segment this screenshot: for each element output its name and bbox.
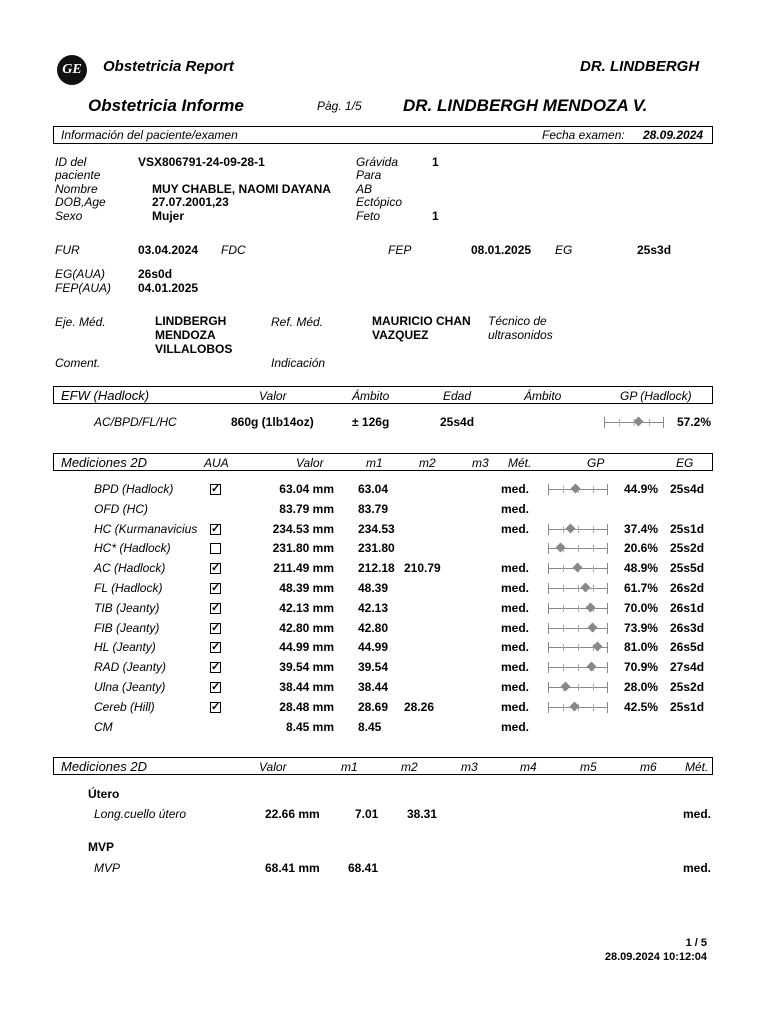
- meas-value: 8.45 mm: [285, 720, 334, 734]
- doctor-short: DR. LINDBERGH: [580, 58, 700, 75]
- meas-m1: 83.79: [358, 502, 389, 516]
- meas-name: RAD (Jeanty): [94, 660, 167, 674]
- meas-eg: 25s1d: [670, 700, 705, 714]
- page-number: Pàg. 1/5: [317, 99, 362, 113]
- cervix-length-met: med.: [683, 807, 712, 821]
- meas-eg: 25s1d: [670, 522, 705, 536]
- gp-range-bar: [548, 700, 608, 714]
- meas-method: med.: [501, 561, 530, 575]
- gp-marker: [586, 662, 596, 672]
- mediciones2-col-m1: m1: [341, 760, 358, 774]
- meas-method: med.: [501, 581, 530, 595]
- fep-aua-value: 04.01.2025: [138, 281, 199, 295]
- aua-checkbox[interactable]: ✓: [211, 701, 221, 713]
- meas-value: 44.99 mm: [279, 640, 334, 654]
- efw-col-ambito: Ámbito: [352, 389, 390, 403]
- meas-m1: 28.69: [358, 700, 389, 714]
- meas-method: med.: [501, 621, 530, 635]
- mvp-value: 68.41 mm: [265, 861, 320, 875]
- id-label-2: paciente: [55, 168, 101, 182]
- meas-eg: 27s4d: [670, 660, 705, 674]
- meas-value: 234.53 mm: [272, 522, 334, 536]
- meas-value: 63.04 mm: [279, 482, 334, 496]
- meas-m1: 63.04: [358, 482, 389, 496]
- meas-gp: 70.9%: [624, 660, 659, 674]
- fur-label: FUR: [55, 243, 80, 257]
- aua-checkbox[interactable]: ✓: [211, 661, 221, 673]
- meas-name: FL (Hadlock): [94, 581, 163, 595]
- mediciones2-col-m5: m5: [580, 760, 597, 774]
- meas-eg: 26s5d: [670, 640, 705, 654]
- aua-checkbox[interactable]: ✓: [211, 622, 221, 634]
- mediciones-col-aua: AUA: [204, 456, 229, 470]
- ab-label: AB: [356, 182, 373, 196]
- meas-name: FIB (Jeanty): [94, 621, 160, 635]
- meas-eg: 26s3d: [670, 621, 705, 635]
- eg-label: EG: [555, 243, 573, 257]
- aua-checkbox[interactable]: ✓: [211, 562, 221, 574]
- meas-eg: 25s4d: [670, 482, 705, 496]
- meas-gp: 61.7%: [624, 581, 659, 595]
- efw-row-range: ± 126g: [352, 415, 390, 429]
- meas-name: CM: [94, 720, 113, 734]
- meas-method: med.: [501, 700, 530, 714]
- meas-method: med.: [501, 522, 530, 536]
- gp-range-bar: [548, 640, 608, 654]
- meas-value: 38.44 mm: [279, 680, 334, 694]
- cervix-length-m2: 38.31: [407, 807, 438, 821]
- ref-line-1: MAURICIO CHAN: [372, 314, 471, 328]
- eg-value: 25s3d: [637, 243, 672, 257]
- meas-gp: 28.0%: [624, 680, 659, 694]
- aua-checkbox[interactable]: ✓: [211, 602, 221, 614]
- meas-value: 39.54 mm: [279, 660, 334, 674]
- gp-range-bar: [548, 601, 608, 615]
- meas-gp: 44.9%: [624, 482, 659, 496]
- mediciones2-section-header: [53, 757, 713, 775]
- gp-marker: [588, 623, 598, 633]
- meas-value: 211.49 mm: [273, 561, 334, 575]
- dob-label: DOB,Age: [55, 195, 106, 209]
- meas-value: 28.48 mm: [279, 700, 334, 714]
- gp-range-bar: [548, 621, 608, 635]
- aua-checkbox[interactable]: ✓: [211, 582, 221, 594]
- exam-date-value: 28.09.2024: [643, 128, 704, 142]
- sex-label: Sexo: [55, 209, 83, 223]
- fep-aua-label: FEP(AUA): [55, 281, 112, 295]
- cervix-length-m1: 7.01: [355, 807, 379, 821]
- meas-gp: 81.0%: [624, 640, 659, 654]
- mediciones-col-gp: GP: [587, 456, 605, 470]
- mediciones-col-m1: m1: [366, 456, 383, 470]
- meas-gp: 48.9%: [624, 561, 659, 575]
- meas-eg: 26s1d: [670, 601, 705, 615]
- gp-marker: [581, 583, 591, 593]
- meas-eg: 25s2d: [670, 680, 705, 694]
- eje-line-2: MENDOZA: [155, 328, 216, 342]
- gravida-label: Grávida: [356, 155, 399, 169]
- mediciones2-col-valor: Valor: [259, 760, 287, 774]
- efw-gp-range-bar: [604, 415, 664, 429]
- efw-col-edad: Edad: [443, 389, 472, 403]
- aua-checkbox[interactable]: [210, 543, 221, 554]
- efw-row-name: AC/BPD/FL/HC: [94, 415, 177, 429]
- footer-page: 1 / 5: [685, 937, 707, 949]
- meas-eg: 25s2d: [670, 541, 705, 555]
- meas-name: OFD (HC): [94, 502, 148, 516]
- meas-method: med.: [501, 660, 530, 674]
- ref-line-2: VAZQUEZ: [372, 328, 429, 342]
- meas-name: HL (Jeanty): [94, 640, 156, 654]
- meas-method: med.: [501, 601, 530, 615]
- meas-name: Cereb (Hill): [94, 700, 155, 714]
- aua-checkbox[interactable]: ✓: [211, 523, 221, 535]
- meas-m1: 42.80: [358, 621, 389, 635]
- id-label: ID del: [55, 155, 87, 169]
- efw-col-gp: GP (Hadlock): [620, 389, 692, 403]
- efw-row-value: 860g (1lb14oz): [231, 415, 314, 429]
- meas-name: HC (Kurmanavicius: [94, 522, 198, 536]
- eje-line-3: VILLALOBOS: [155, 342, 233, 356]
- mediciones2-col-m6: m6: [640, 760, 657, 774]
- ge-logo-icon: GE: [57, 55, 87, 85]
- gp-marker: [566, 524, 576, 534]
- mvp-group-title: MVP: [88, 840, 115, 854]
- fdc-label: FDC: [221, 243, 246, 257]
- cervix-length-name: Long.cuello útero: [94, 807, 187, 821]
- mediciones2-col-met: Mét.: [685, 760, 709, 774]
- mediciones-col-eg: EG: [676, 456, 694, 470]
- utero-group-title: Útero: [88, 787, 120, 801]
- gp-marker: [634, 417, 644, 427]
- meas-method: med.: [501, 720, 530, 734]
- mediciones-col-m3: m3: [472, 456, 489, 470]
- report-title: Obstetricia Report: [103, 58, 234, 75]
- cervix-length-value: 22.66 mm: [265, 807, 320, 821]
- meas-eg: 25s5d: [670, 561, 705, 575]
- fep-value: 08.01.2025: [471, 243, 532, 257]
- efw-row-gp: 57.2%: [677, 415, 712, 429]
- informe-title: Obstetricia Informe: [88, 96, 244, 115]
- meas-method: med.: [501, 502, 530, 516]
- meas-gp: 42.5%: [624, 700, 659, 714]
- meas-m1: 38.44: [358, 680, 389, 694]
- gp-marker: [556, 543, 566, 553]
- eg-aua-value: 26s0d: [138, 267, 173, 281]
- fur-value: 03.04.2024: [138, 243, 199, 257]
- meas-m1: 42.13: [358, 601, 389, 615]
- gp-range-bar: [548, 581, 608, 595]
- dob-value: 27.07.2001,23: [152, 195, 229, 209]
- patient-section-title: Información del paciente/examen: [61, 128, 238, 142]
- eg-aua-label: EG(AUA): [55, 267, 106, 281]
- gp-range-bar: [548, 561, 608, 575]
- tecnico-line-1: Técnico de: [488, 314, 547, 328]
- gp-range-bar: [548, 541, 608, 555]
- meas-name: BPD (Hadlock): [94, 482, 174, 496]
- sex-value: Mujer: [152, 209, 185, 223]
- meas-value: 231.80 mm: [272, 541, 334, 555]
- gp-range-bar: [548, 522, 608, 536]
- efw-title: EFW (Hadlock): [61, 388, 150, 403]
- footer-datetime: 28.09.2024 10:12:04: [604, 951, 707, 963]
- ref-label: Ref. Méd.: [271, 315, 324, 329]
- para-label: Para: [356, 168, 382, 182]
- meas-eg: 26s2d: [670, 581, 705, 595]
- mediciones-col-m2: m2: [419, 456, 436, 470]
- gravida-value: 1: [432, 155, 439, 169]
- meas-value: 48.39 mm: [279, 581, 334, 595]
- mediciones-title: Mediciones 2D: [61, 455, 147, 470]
- meas-value: 42.80 mm: [279, 621, 334, 635]
- exam-date-label: Fecha examen:: [542, 128, 625, 142]
- meas-method: med.: [501, 640, 530, 654]
- fep-label: FEP: [388, 243, 412, 257]
- mediciones-col-valor: Valor: [296, 456, 324, 470]
- gp-range-bar: [548, 660, 608, 674]
- mediciones2-title: Mediciones 2D: [61, 759, 147, 774]
- meas-name: Ulna (Jeanty): [94, 680, 166, 694]
- meas-m1: 212.18: [358, 561, 395, 575]
- mvp-name: MVP: [94, 861, 121, 875]
- mediciones2-col-m3: m3: [461, 760, 478, 774]
- meas-m1: 39.54: [358, 660, 389, 674]
- aua-checkbox[interactable]: ✓: [211, 483, 221, 495]
- name-value: MUY CHABLE, NAOMI DAYANA: [152, 182, 331, 196]
- aua-checkbox[interactable]: ✓: [211, 641, 221, 653]
- indicacion-label: Indicación: [271, 356, 326, 370]
- mvp-m1: 68.41: [348, 861, 379, 875]
- id-value: VSX806791-24-09-28-1: [138, 155, 265, 169]
- meas-value: 83.79 mm: [279, 502, 334, 516]
- doctor-full: DR. LINDBERGH MENDOZA V.: [403, 96, 648, 115]
- mediciones-section-header: [53, 453, 713, 471]
- mediciones2-col-m4: m4: [520, 760, 537, 774]
- meas-m1: 48.39: [358, 581, 389, 595]
- meas-m1: 44.99: [358, 640, 389, 654]
- meas-method: med.: [501, 482, 530, 496]
- coment-label: Coment.: [55, 356, 101, 370]
- eje-label: Eje. Méd.: [55, 315, 106, 329]
- mediciones-col-met: Mét.: [508, 456, 532, 470]
- gp-range-bar: [548, 482, 608, 496]
- meas-gp: 20.6%: [624, 541, 659, 555]
- meas-gp: 73.9%: [624, 621, 659, 635]
- feto-label: Feto: [356, 209, 381, 223]
- meas-name: AC (Hadlock): [94, 561, 166, 575]
- gp-marker: [560, 682, 570, 692]
- efw-col-valor: Valor: [259, 389, 287, 403]
- name-label: Nombre: [55, 182, 98, 196]
- aua-checkbox[interactable]: ✓: [211, 681, 221, 693]
- meas-name: TIB (Jeanty): [94, 601, 160, 615]
- meas-value: 42.13 mm: [279, 601, 334, 615]
- gp-range-bar: [548, 680, 608, 694]
- meas-name: HC* (Hadlock): [94, 541, 171, 555]
- meas-gp: 70.0%: [624, 601, 659, 615]
- mvp-met: med.: [683, 861, 712, 875]
- feto-value: 1: [432, 209, 439, 223]
- meas-m2: 210.79: [404, 561, 441, 575]
- efw-col-ambito-2: Ámbito: [524, 389, 562, 403]
- meas-method: med.: [501, 680, 530, 694]
- gp-marker: [573, 563, 583, 573]
- mediciones2-col-m2: m2: [401, 760, 418, 774]
- meas-m1: 231.80: [358, 541, 395, 555]
- meas-m1: 234.53: [358, 522, 395, 536]
- tecnico-line-2: ultrasonidos: [488, 328, 553, 342]
- ectopico-label: Ectópico: [356, 195, 403, 209]
- eje-line-1: LINDBERGH: [155, 314, 227, 328]
- meas-m2: 28.26: [404, 700, 435, 714]
- meas-m1: 8.45: [358, 720, 382, 734]
- meas-gp: 37.4%: [624, 522, 659, 536]
- efw-row-age: 25s4d: [440, 415, 475, 429]
